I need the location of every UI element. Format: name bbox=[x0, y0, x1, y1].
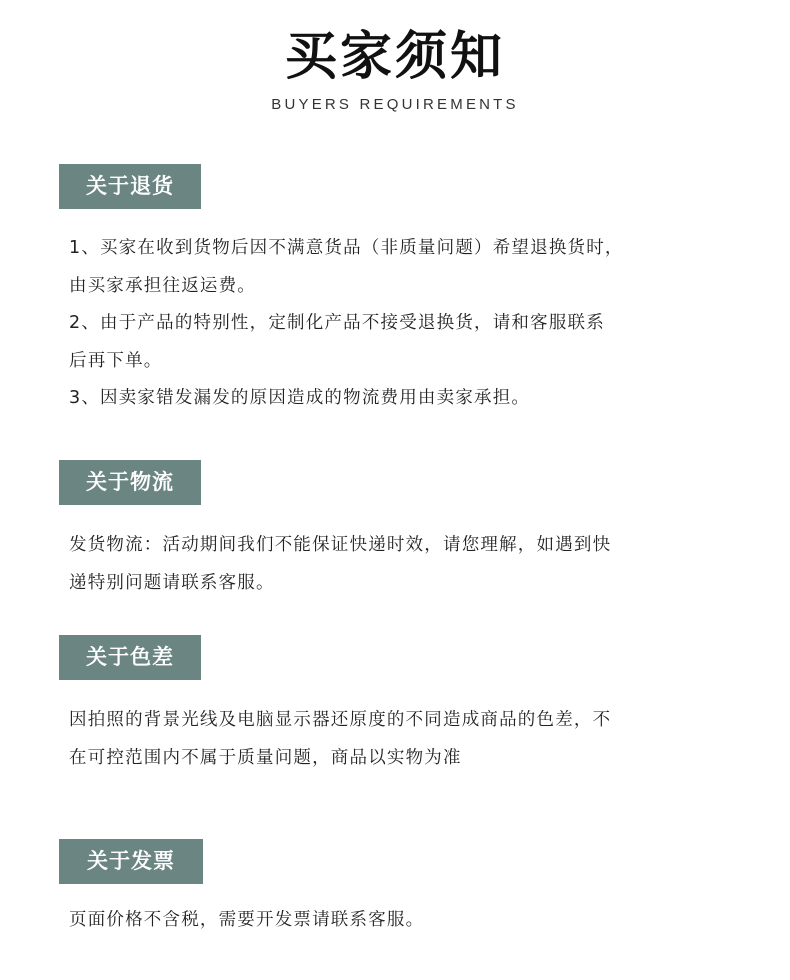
text-line: 3、因卖家错发漏发的原因造成的物流费用由卖家承担。 bbox=[69, 388, 531, 408]
page-subtitle: BUYERS REQUIREMENTS bbox=[271, 96, 519, 113]
section-heading-color-difference: 关于色差 bbox=[59, 635, 201, 680]
text-line: 1、买家在收到货物后因不满意货品（非质量问题）希望退换货时， bbox=[69, 238, 624, 258]
text-line: 页面价格不含税，需要开发票请联系客服。 bbox=[69, 910, 425, 930]
section-heading-logistics: 关于物流 bbox=[59, 460, 201, 505]
section-body-invoice bbox=[69, 902, 729, 940]
text-line: 因拍照的背景光线及电脑显示器还原度的不同造成商品的色差，不 bbox=[69, 710, 612, 730]
text-line: 后再下单。 bbox=[69, 350, 163, 371]
text-line: 由买家承担往返运费。 bbox=[69, 275, 256, 296]
page-title: 买家须知 bbox=[284, 27, 505, 87]
text-line: 在可控范围内不属于质量问题，商品以实物为准 bbox=[69, 747, 462, 768]
section-body-returns bbox=[69, 230, 729, 418]
section-heading-invoice: 关于发票 bbox=[59, 839, 203, 884]
text-line: 2、由于产品的特别性，定制化产品不接受退换货，请和客服联系 bbox=[69, 313, 605, 333]
section-body-color-difference bbox=[69, 702, 729, 777]
section-heading-returns: 关于退货 bbox=[59, 164, 201, 209]
section-body-logistics bbox=[69, 527, 729, 602]
text-line: 递特别问题请联系客服。 bbox=[69, 572, 275, 593]
text-line: 发货物流：活动期间我们不能保证快递时效，请您理解，如遇到快 bbox=[69, 535, 612, 555]
